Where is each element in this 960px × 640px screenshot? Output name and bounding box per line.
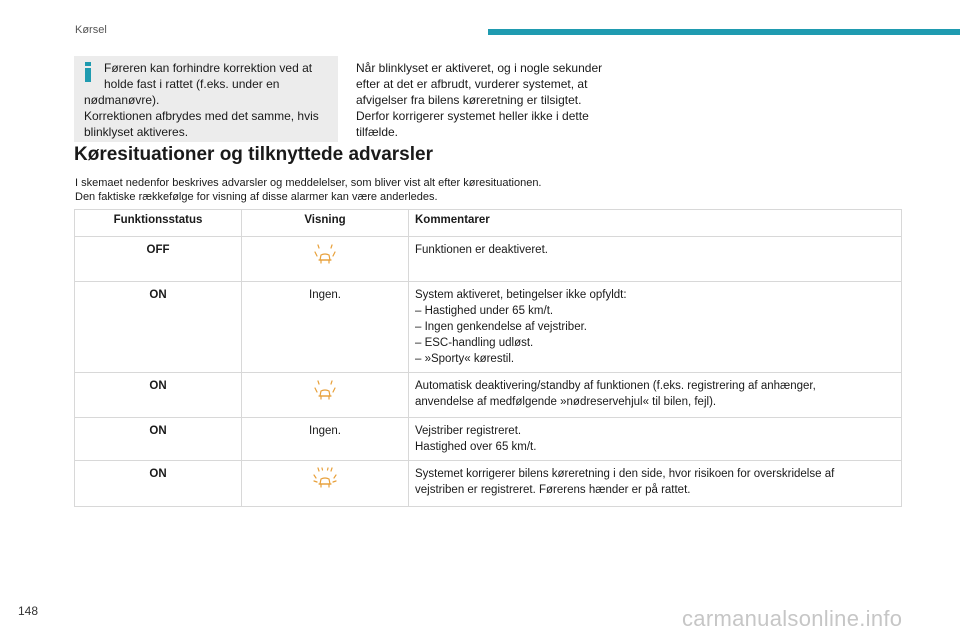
right-line-3: afvigelser fra bilens køreretning er tilsigtet. [356, 93, 582, 107]
lane-warning-orange-icon [312, 378, 338, 402]
info-line-2: holde fast i rattet (f.eks. under en [104, 77, 280, 91]
row-comment [409, 461, 902, 507]
table-row [75, 237, 902, 282]
info-icon [84, 60, 94, 84]
comment-line: Automatisk deaktivering/standby af funktionen (f.eks. registrering af anhænger, [415, 380, 816, 392]
comment-line: – »Sporty« kørestil. [415, 353, 515, 365]
row-status: ON [75, 461, 242, 507]
header-comments: Kommentarer [409, 210, 902, 237]
row-status: ON [75, 282, 242, 373]
row-display-text: Ingen. [242, 282, 409, 373]
row-comment [409, 237, 902, 282]
header-display: Visning [242, 210, 409, 237]
info-line-1: Føreren kan forhindre korrektion ved at [104, 61, 313, 75]
comment-line: Funktionen er deaktiveret. [415, 244, 548, 256]
right-line-1: Når blinklyset er aktiveret, og i nogle sekunder [356, 61, 603, 75]
row-status: ON [75, 418, 242, 461]
right-column-text [356, 60, 616, 140]
right-line-2: efter at det er afbrudt, vurderer systemet, at [356, 77, 588, 91]
comment-line: – ESC-handling udløst. [415, 337, 534, 349]
table-row [75, 373, 902, 418]
comment-line: Systemet korrigerer bilens køreretning i den side, hvor risikoen for overskridelse af [415, 468, 835, 480]
comment-line: – Hastighed under 65 km/t. [415, 305, 554, 317]
comment-line: anvendelse af medfølgende »nødreservehjul« til bilen, fejl). [415, 396, 717, 408]
lane-warning-grey-icon [312, 242, 338, 266]
section-label: Kørsel [75, 24, 107, 36]
row-comment [409, 373, 902, 418]
right-line-5: tilfælde. [356, 125, 399, 139]
table-row [75, 282, 902, 373]
lane-warning-orange-flashing-icon [312, 466, 338, 490]
comment-line: vejstriben er registreret. Førerens hænder er på rattet. [415, 484, 691, 496]
header-status: Funktionsstatus [75, 210, 242, 237]
info-line-3: nødmanøvre). [84, 93, 160, 107]
info-note [74, 56, 338, 142]
comment-line: Hastighed over 65 km/t. [415, 441, 537, 453]
intro-line-2: Den faktiske rækkefølge for visning af disse alarmer kan være anderledes. [75, 191, 438, 203]
warnings-table [74, 209, 902, 507]
table-header-row [75, 210, 902, 237]
intro-line-1: I skemaet nedenfor beskrives advarsler og meddelelser, som bliver vist alt efter køresituationen. [75, 177, 542, 189]
row-comment [409, 282, 902, 373]
comment-line: System aktiveret, betingelser ikke opfyldt: [415, 289, 627, 301]
comment-line: – Ingen genkendelse af vejstriber. [415, 321, 587, 333]
comment-line: Vejstriber registreret. [415, 425, 522, 437]
page-number: 148 [18, 604, 39, 618]
header-accent-bar [488, 29, 960, 35]
row-display-text: Ingen. [242, 418, 409, 461]
table-row [75, 461, 902, 507]
row-comment [409, 418, 902, 461]
intro-text [75, 176, 542, 204]
info-line-5: blinklyset aktiveres. [84, 125, 189, 139]
watermark: carmanualsonline.info [682, 606, 903, 631]
info-line-4: Korrektionen afbrydes med det samme, hvis [84, 109, 319, 123]
table-row [75, 418, 902, 461]
right-line-4: Derfor korrigerer systemet heller ikke i dette [356, 109, 589, 123]
row-status: OFF [75, 237, 242, 282]
row-status: ON [75, 373, 242, 418]
section-title: Køresituationer og tilknyttede advarsler [74, 144, 433, 165]
